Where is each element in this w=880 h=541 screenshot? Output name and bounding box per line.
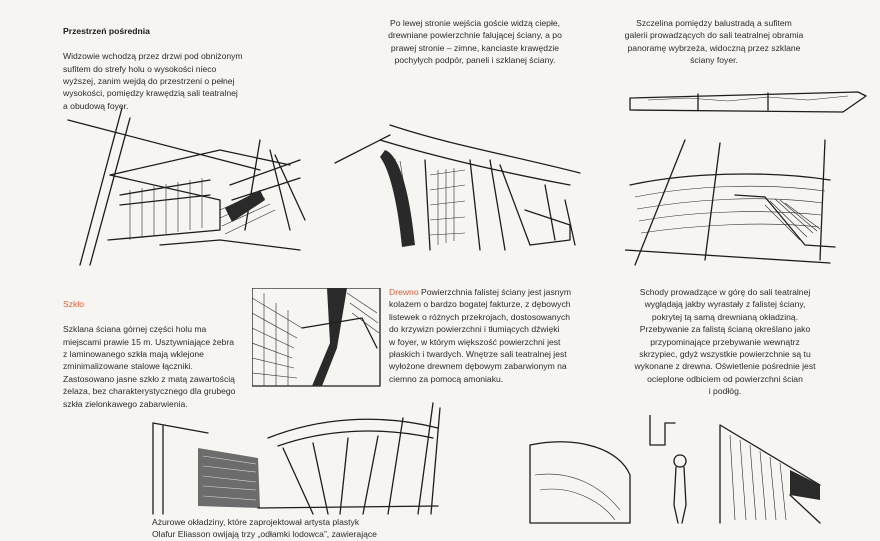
sketch-gallery-slot: [628, 88, 868, 118]
sketch-figure-section: [520, 415, 840, 525]
col3-paragraph: Szczelina pomiędzy balustradą a sufitem galerii prowadzących do sali teatralnej obramia panoramę wybrzeża, widoczną przez szklane ściany foyer.: [624, 18, 804, 66]
sketch-stairs-wall: [625, 135, 840, 275]
wood-paragraph: Powierzchnia falistej ściany jest jasnym kolażem o bardzo bogatej fakturze, z dębowych listewek o różnych przekrojach, dostosowanych do krzywizn powierzchni i tłumiących dźwięki w foyer, w którym większość powierzchni jest płaskich i twardych. Wnętrze sali teatralnej jest wyłożone drewnem dębowym zabarwionym na ciemno za pomocą amoniaku.: [389, 287, 571, 384]
sketch-eliasson-cladding: [148, 398, 448, 516]
glass-label: Szkło: [63, 299, 85, 310]
section-heading: Przestrzeń pośrednia: [63, 26, 150, 37]
col2-paragraph: Po lewej stronie wejścia goście widzą ciepłe, drewniane powierzchnie falującej ściany, a po prawej stronie – zimne, kanciaste krawędzie pochyłych podpór, paneli i szklanej ściany.: [388, 18, 562, 66]
wood-text-block: [389, 286, 594, 385]
sketch-glass-wall: [252, 288, 382, 388]
sketch-entrance-hall: [60, 100, 310, 275]
wood-label: Drewno: [389, 287, 419, 297]
glass-paragraph: Szklana ściana górnej części holu ma miejscami prawie 15 m. Usztywniające żebra z laminowanego szkła mają wklejone zminimalizowane stalowe łączniki. Zastosowano jasne szkło z matą zawartością żelaza, bez charakterystycznego dla grubego szkła zielonkawego zabarwienia.: [63, 324, 236, 409]
sketch-wooden-wall: [330, 115, 590, 265]
stairs-paragraph: Schody prowadzące w górę do sali teatralnej wyglądają jakby wyrastały z falistej ściany, pokrytej tą samą drewnianą okładziną. Przebywanie za falistą ścianą określano jako przypominające przebywanie wewnątrz skrzypiec, gdyż wszystkie powierzchnie są tu wykonane z drewna. Oświetlenie pośrednie jest ocieplone odbiciem od powierzchni ścian i podłóg.: [634, 287, 816, 397]
col1-paragraph: Widzowie wchodzą przez drzwi pod obniżonym sufitem do strefy holu o wysokości nieco wyższej, zanim wejdą do przestrzeni o pełnej wysokości, pomiędzy krawędzią sali teatralnej a obudową foyer.: [63, 51, 243, 111]
caption-paragraph: Ażurowe okładziny, które zaprojektował artysta plastyk Olafur Eliasson owijają trzy „odłamki lodowca”, zawierające: [152, 517, 377, 540]
